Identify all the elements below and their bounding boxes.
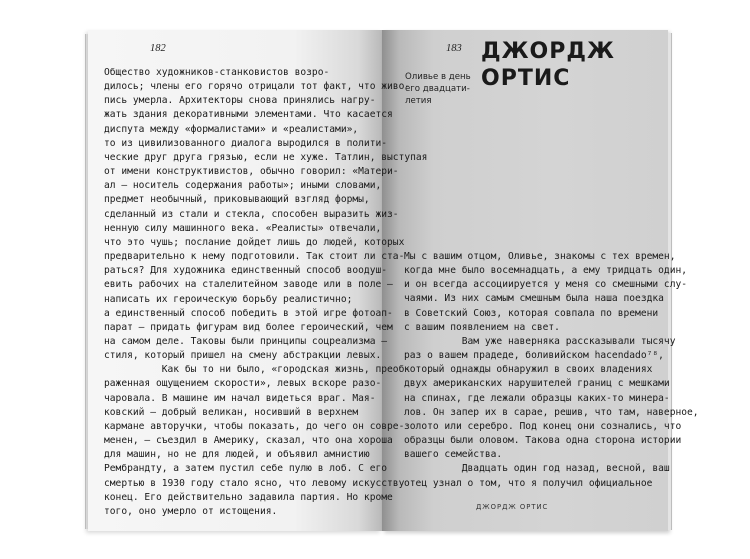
chapter-title	[481, 38, 615, 92]
right-page-body-text: Мы с вашим отцом, Оливье, знакомы с тех времен, когда мне было восемнадцать, а ему тридцать один, и он всегда ассоциируется у меня со смешными слу- чаями. Из них самым смешным была наша поездка в Советский Союз, которая совпала по времени с вашим появлением на свет. Вам уже наверняка рассказывали тысячу раз о вашем прадеде, боливийском hacendado⁷⁸, который однажды обнаружил в своих владениях двух американских нарушителей границ с мешками на спинах, где лежали образцы каких-то минера- лов. Он запер их в сарае, решив, что там, наверное, золото или серебро. Под конец они сознались, что образцы были оловом. Такова одна сторона истории вашего семейства. Двадцать один год назад, весной, ваш отец узнал о том, что я получил официальное	[404, 251, 699, 489]
chapter-title-line-1: ДЖОРДЖ	[481, 39, 615, 64]
chapter-title-line-2: ОРТИС	[481, 66, 571, 91]
right-page-number: 183	[446, 43, 462, 54]
left-page-body-text: Общество художников-станковистов возро- дилось; члены его горячо отрицали тот факт, что живо- пись умерла. Архитекторы снова принялись нагру- жать здания декоративными элементами. Что касается диспута между «формалистами» и «реалистами», то из цивилизованного диалога выродился в полити- ческие друг друга грязью, если не хуже. Татлин, выступая от имени конструктивистов, обычно говорил: «Матери- ал — носитель содержания работы»; иными словами, предмет необычный, приковывающий взгляд формы, сделанный из стали и стекла, способен выразить жиз- ненную силу машинного века. «Реалисты» отвечали, что это чушь; послание дойдет лишь до людей, которых предварительно к нему подготовили. Так стоит ли ста- раться? Для художника единственный способ воодуш- евить рабочих на сталелитейном заводе или в поле — написать их героическую борьбу реалистично; а единственный способ победить в этой игре фотоап- парат — придать фигурам вид более героический, чем на самом деле. Таковы были принципы соцреализма — стиля, который пришел на смену абстракции левых. Как бы то ни было, «городская жизнь, преоб- раженная ощущением скорости», левых вскоре разо- чаровала. В машине им начал видеться враг. Мая- ковский — добрый великан, носивший в верхнем кармане авторучки, чтобы показать, до чего он совре- менен, — съездил в Америку, сказал, что она хороша для машин, но не для людей, и объявил амнистию Рембрандту, а затем пустил себе пулю в лоб. С его смертью в 1930 году стало ясно, что левому искусству конец. Его действительно задавила партия. Но кроме того, оно умерло от истощения.	[104, 67, 428, 517]
left-page-number: 182	[150, 43, 166, 54]
chapter-sidenote: Оливье в день его двадцати- летия	[405, 72, 471, 106]
running-footer: ДЖОРДЖ ОРТИС	[476, 503, 549, 511]
